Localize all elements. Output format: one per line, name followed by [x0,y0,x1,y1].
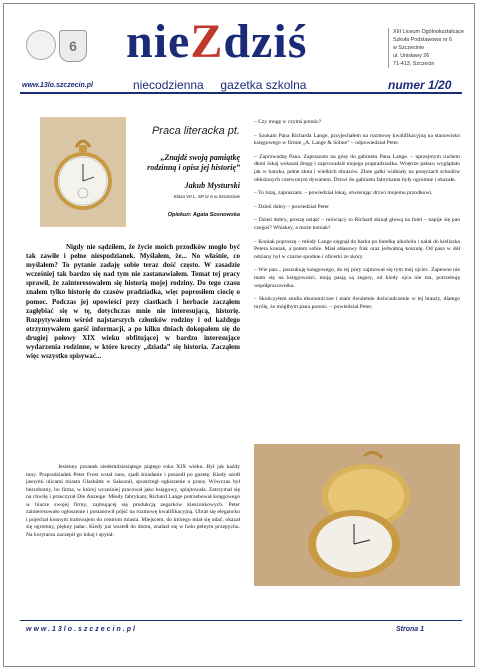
dialogue-paragraph: – Skończyłem studia ekonomiczne i mam dwuletnie doświadczenie w tej branży, dlatego myślę, że mógłbym panu pomóc. – powiedział Peter. [254,296,460,310]
school-badge-icon: 6 [59,30,87,62]
school-address: XIII Liceum Ogólnokształcące Szkoła Podstawowa nr 6 w Szczecinie ul. Unisławy 26 71-413, Szczecin [388,28,473,68]
masthead-subtitle: niecodzienna gazetka szkolna [133,78,307,92]
dialogue-paragraph: – Czy mogę w czymś pomóc? [254,119,322,125]
article-body-left: Jesienny poranek siedemdziesiątego piątego roku XIX wieku. Był jak każdy inny. Prapradziadek Peter Frost wstał rano, zjadł śniadanie i poszedł po gazetę. Kiedy szedł jasnymi ulicami miasta Glashütte w Saksonii, spostrzegł ogłoszenie o pracę. Wówczas był bezrobotny, bo firma, w której wcześniej pracował jako księgowy, splajtowała. Zatrzymał się na chwilę i przeczytał Die Anzeige: Młody fabrykant, Richard Lange potrzebował księgowego w biurze swojej firmy, zajmującej się produkcją zegarków kieszonkowych. Peter zainteresowało ogłoszenie i postanowił pójść na rozmowę kwalifikacyjną. Ubrał się elegancko i pojechał konnym tramwajem do centrum miasta. Miejscem, do którego miał się udać, okazał się ogromny, piękny pałac. Kiedy już wszedł do domu, znalazł się w holu pełnym przepychu. Na korytarzu zaczepił go lokaj i spytał: [26,464,240,538]
footer-url-link[interactable]: www.13lo.szczecin.pl [26,626,137,633]
author-class: Klasa VII L, SP nr 6 w Szczecinie [173,194,240,199]
article-supervisor: Opiekun: Agata Sosnowska [167,212,240,218]
pocket-watch-photo [40,117,126,227]
dialogue-paragraph: – Koniak poproszę – młody Lange sięgnął do barku po butelkę alkoholu i nalał do kieliszka Petera koniak, a potem sobie. Miał atłasowy frak oraz jedwabną koszulę. Od pasa w dół odziany był w czarne spodnie i oficerki ze skóry. [254,238,460,260]
dialogue-paragraph: – Wie pan... poszukuję księgowego, do tej pory zajmował się tym mój ojciec. Zapewne nie mam się na księgowości, moją pasją są zegary, od kiedy ojca nie ma, potrzebuję współpracownika. [254,267,460,289]
article-title: „Znajdź swoją pamiątkę rodzinną i opisz jej historię” [147,153,240,172]
header-url-link[interactable]: www.13lo.szczecin.pl [22,82,93,89]
school-crest-icon [26,30,56,60]
dialogue-paragraph: – Szukam Pana Richarda Lange, przyjechałem na rozmowę kwalifikacyjną na stanowisko księgowego w firmie „A. Lange & Söhne” – odpowiedział Peter. [254,132,460,147]
dialogue-paragraph: – To tutaj, zapraszam. – powiedział lokaj, otwierając drzwi mojemu przodkowi. [254,190,433,197]
issue-number: numer 1/20 [388,78,452,92]
school-logos [26,28,88,68]
article-lead: Nigdy nie sądziłem, że życie moich przodków mogło być tak zawiłe i pełne niespodzianek. Myślałem, że... No właśnie, co myślałem? To pytanie zadaję sobie teraz dość często. W zasadzie wcześniej tak bardzo się nad tym nie zastanawiałem. Temat tej pracy sprawił, że zainteresowałem się historią mojej rodziny. Do tego czasu znałem tylko historię do czasów pradziadka, więc poprosiłem ciocię o pomoc. Podczas jej opowieści przy ciastkach i herbacie zacząłem zagłębiać się w tę, dotychczas mnie nie interesującą, historię. Rozpytywałem wśród najstarszych członków rodziny i od każdego otrzymywałem garść informacji, a po kilku dniach dokopałem się do drugiej połowy XIX wieku obfitującej w bardzo interesujące wydarzenia rodzinne, w które kroczy „dziada” się historia. Zacząłem więc wszystko spisywać... [26,243,240,361]
open-watch-photo [254,444,460,586]
masthead-title: nieZdziś [126,15,308,68]
dialogue-paragraph: – Dzień dobry, proszę usiąść – mówiący to Richard skinął głową na fotel – napije się pan czegoś? Whiskey, a może koniak? [254,217,460,231]
article-label: Praca literacka pt. [151,125,240,137]
header-rule [20,92,462,94]
page-number: Strona 1 [396,626,425,633]
article-body-right [254,119,460,317]
dialogue-paragraph: – Zaprowadzę Pana. Zapraszam na górę do gabinetu Pana Lange. – uprzejmym ruchem dłoni lokaj wskazał drogę i zaprowadził mojego prapradziadka. Wnętrze pałacu wyglądało jak w baroku, pełne złota i wielkich obrazów. Złote gałki widniały na poręczach schodów obłożonych czerwonym dywanem. Drzwi do gabinetu fabrykanta były ogromne i okazałe. [254,153,460,183]
dialogue-paragraph: – Dzień dobry – powiedział Peter [254,203,330,210]
article-author: Jakub Mysturski [184,181,240,190]
footer-rule [20,620,462,621]
